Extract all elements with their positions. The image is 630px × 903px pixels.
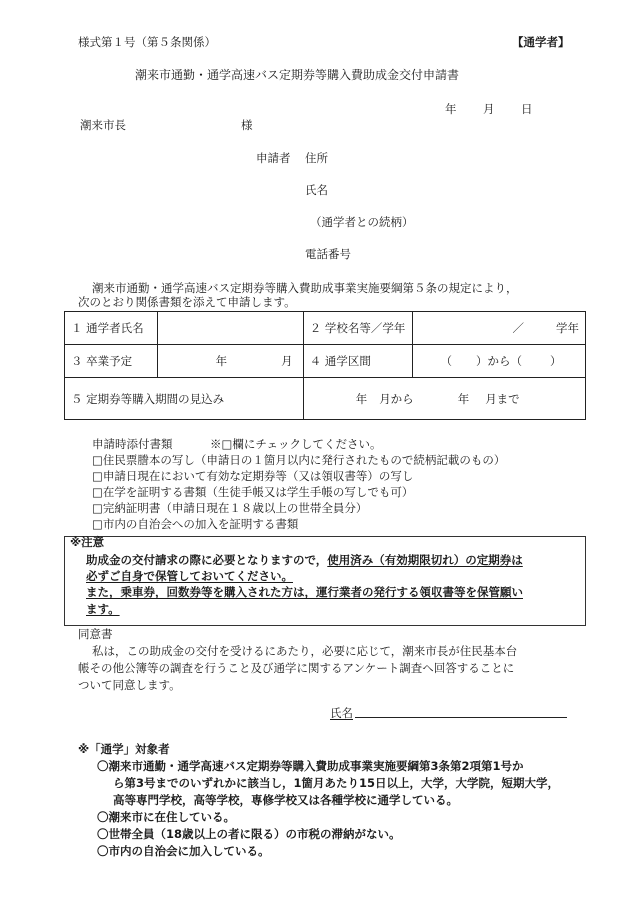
signature-line[interactable] (355, 717, 567, 718)
route-open: （ (440, 354, 452, 368)
attachment-checkbox-neighborhood-assoc[interactable]: □市内の自治会への加入を証明する書類 (92, 517, 299, 531)
consent-line-2: 帳その他公簿等の調査を行うこと及び通学に関するアンケート調査へ回答することに (78, 661, 515, 675)
intro-line-1: 潮来市通勤・通学高速バス定期券等購入費助成事業実施要綱第５条の規定により， (92, 281, 518, 295)
eligibility-heading: ※「通学」対象者 (78, 742, 170, 756)
date-year-label: 年 (445, 102, 457, 116)
name-label: 氏名 (305, 183, 328, 197)
page-title: 潮来市通勤・通学高速バス定期券等購入費助成金交付申請書 (135, 68, 460, 82)
date-day-label: 日 (521, 102, 533, 116)
period-to-year: 年 (457, 391, 470, 406)
signature-label: 氏名 (330, 706, 353, 720)
graduation-label: ３ 卒業予定 (65, 345, 158, 378)
consent-line-3: ついて同意します。 (78, 678, 181, 692)
relation-label: （通学者との続柄） (310, 215, 414, 229)
addressee: 潮来市長 (80, 118, 126, 132)
intro-line-2: 次のとおり関係書類を添えて申請します。 (78, 295, 296, 309)
eligibility-item-1-line-1: 〇潮来市通勤・通学高速バス定期券等購入費助成事業実施要綱第3条第2項第1号か (97, 759, 524, 773)
eligibility-item-3: 〇世帯全員（18歳以上の者に限る）の市税の滞納がない。 (97, 827, 401, 841)
attachment-checkbox-resident-record[interactable]: □住民票謄本の写し（申請日の１箇月以内に発行されたもので続柄記載のもの） (92, 453, 506, 467)
purchase-period-label: ５ 定期券等購入期間の見込み (65, 378, 304, 420)
period-from-year: 年 (355, 391, 368, 406)
attachment-checkbox-commuter-pass[interactable]: □申請日現在において有効な定期券等（又は領収書等）の写し (92, 469, 414, 483)
graduation-field[interactable] (157, 345, 303, 378)
phone-label: 電話番号 (305, 247, 351, 261)
school-grade-label: ２ 学校名等／学年 (303, 312, 412, 345)
notice-heading: ※注意 (70, 535, 105, 549)
period-to-month: 月まで (485, 391, 520, 406)
student-name-field[interactable] (157, 312, 303, 345)
route-field[interactable] (412, 345, 586, 378)
notice-line-4: ます。 (86, 602, 120, 616)
period-from-month: 月から (379, 391, 414, 406)
school-grade-unit: 学年 (556, 321, 579, 335)
route-label: ４ 通学区間 (303, 345, 412, 378)
address-label: 住所 (305, 151, 328, 165)
route-close: ） (550, 354, 562, 368)
form-number: 様式第１号（第５条関係） (78, 35, 216, 49)
consent-heading: 同意書 (78, 627, 113, 641)
application-form-table (64, 311, 586, 420)
attachments-instruction: ※□欄にチェックしてください。 (210, 437, 382, 451)
honorific: 様 (241, 118, 253, 132)
school-grade-field[interactable] (412, 312, 586, 345)
eligibility-item-4: 〇市内の自治会に加入している。 (97, 844, 270, 858)
applicant-label: 申請者 (256, 151, 291, 165)
date-month-label: 月 (483, 102, 495, 116)
category-tag: 【通学者】 (512, 35, 570, 49)
graduation-year: 年 (215, 354, 228, 368)
eligibility-item-1-line-3: 高等専門学校，高等学校，専修学校又は各種学校に通学している。 (113, 793, 458, 807)
attachment-checkbox-enrollment-proof[interactable]: □在学を証明する書類（生徒手帳又は学生手帳の写しでも可） (92, 485, 414, 499)
eligibility-item-2: 〇潮来市に在住している。 (97, 810, 235, 824)
school-grade-slash: ／ (512, 321, 524, 335)
notice-line-3: また，乗車券，回数券等を購入された方は，運行業者の発行する領収書等を保管願い (86, 585, 523, 599)
notice-line-1: 助成金の交付請求の際に必要となりますので，使用済み（有効期限切れ）の定期券は (86, 553, 523, 567)
eligibility-item-1-line-2: ら第3号までのいずれかに該当し，1箇月あたり15日以上，大学，大学院，短期大学， (113, 776, 560, 790)
attachment-checkbox-tax-certificate[interactable]: □完納証明書（申請日現在１８歳以上の世帯全員分） (92, 501, 368, 515)
student-name-label: １ 通学者氏名 (65, 312, 158, 345)
purchase-period-field[interactable] (303, 378, 585, 420)
attachments-heading: 申請時添付書類 (92, 437, 173, 451)
consent-line-1: 私は，この助成金の交付を受けるにあたり，必要に応じて，潮来市長が住民基本台 (92, 644, 518, 658)
route-from-text: ）から（ (476, 354, 522, 368)
graduation-month: 月 (281, 354, 293, 368)
notice-line-2: 必ずご自身で保管しておいてください。 (86, 569, 293, 583)
